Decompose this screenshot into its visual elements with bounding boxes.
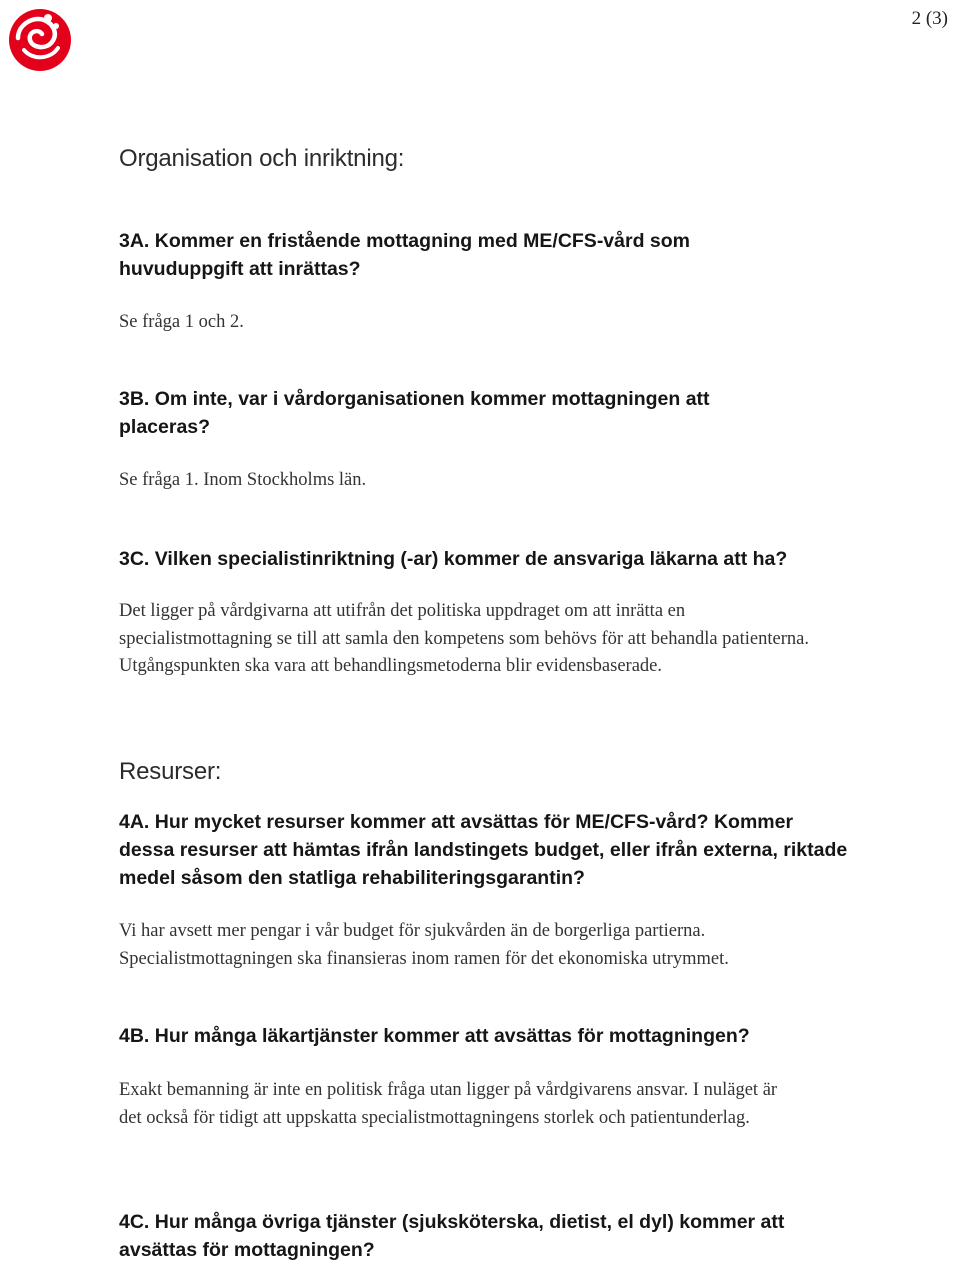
- answer-4a: Vi har avsett mer pengar i vår budget för sjukvården än de borgerliga partierna. Specialistmottagningen ska finansieras inom ramen för det ekonomiska utrymmet.: [119, 921, 729, 969]
- section-title-organisation: Organisation och inriktning:: [119, 145, 405, 172]
- question-3b: 3B. Om inte, var i vårdorganisationen kommer mottagningen att placeras?: [119, 388, 710, 438]
- answer-3c: Det ligger på vårdgivarna att utifrån det politiska uppdraget om att inrätta en specialistmottagning se till att samla den kompetens som behövs för att behandla patienterna. Utgångspunkten ska vara att behandlingsmetoderna blir evidensbaserade.: [119, 601, 809, 676]
- rose-logo-icon: [4, 4, 76, 76]
- question-3c: 3C. Vilken specialistinriktning (-ar) kommer de ansvariga läkarna att ha?: [119, 548, 788, 570]
- question-3a: 3A. Kommer en fristående mottagning med ME/CFS-vård som huvuduppgift att inrättas?: [119, 230, 691, 280]
- answer-3a: Se fråga 1 och 2.: [119, 312, 244, 332]
- question-4c: 4C. Hur många övriga tjänster (sjuksköterska, dietist, el dyl) kommer att avsättas för mottagningen?: [119, 1211, 785, 1261]
- answer-4b: Exakt bemanning är inte en politisk fråga utan ligger på vårdgivarens ansvar. I nuläget är det också för tidigt att uppskatta specialistmottagningens storlek och patientunderlag.: [119, 1080, 778, 1128]
- question-4b: 4B. Hur många läkartjänster kommer att avsättas för mottagningen?: [119, 1025, 750, 1047]
- answer-3b: Se fråga 1. Inom Stockholms län.: [119, 470, 367, 490]
- page-number: 2 (3): [911, 8, 948, 29]
- section-title-resurser: Resurser:: [119, 758, 222, 785]
- question-4a: 4A. Hur mycket resurser kommer att avsättas för ME/CFS-vård? Kommer dessa resurser att hämtas ifrån landstingets budget, eller ifrån externa, riktade medel såsom den statliga rehabiliteringsgarantin?: [119, 811, 848, 889]
